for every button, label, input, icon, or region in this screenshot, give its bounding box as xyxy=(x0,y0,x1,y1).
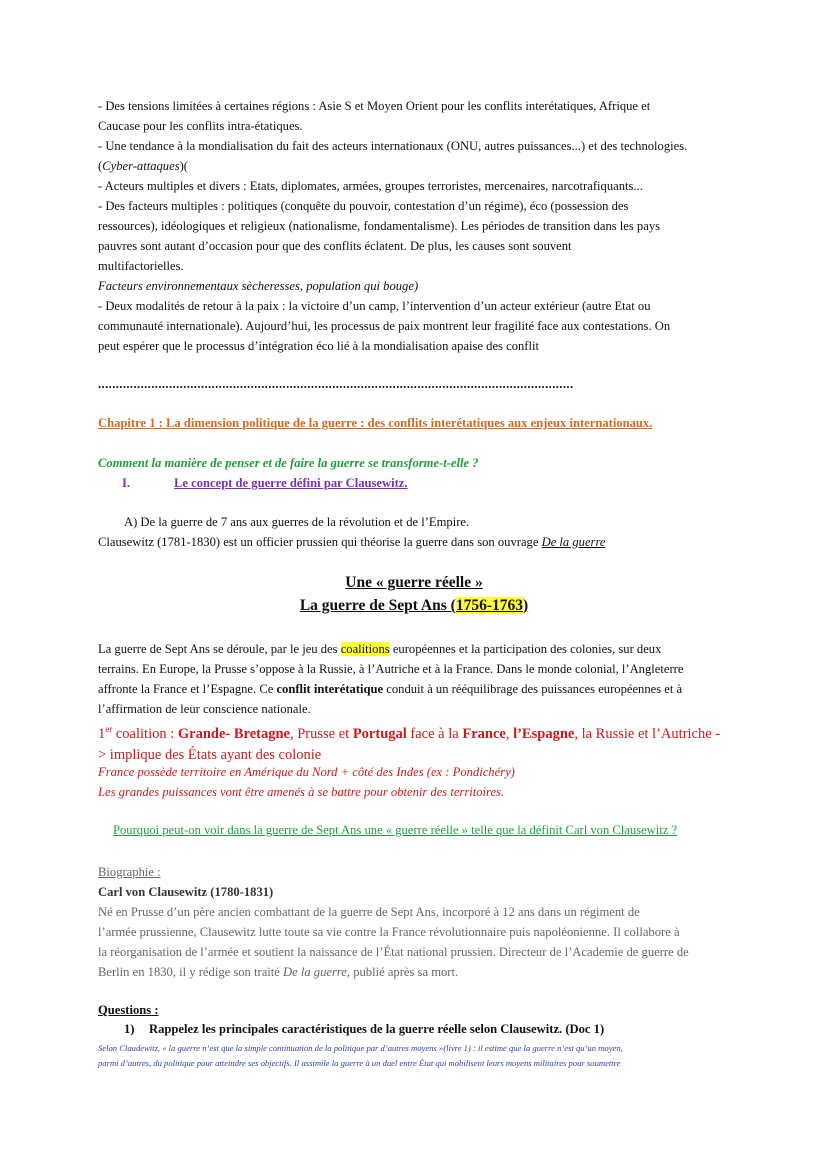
intro-line: - Une tendance à la mondialisation du fait des acteurs internationaux (ONU, autres puissances...) et des technologies. xyxy=(98,139,688,153)
bio-name: Carl von Clausewitz (1780-1831) xyxy=(98,885,274,899)
doc-question: Pourquoi peut-on voir dans la guerre de Sept Ans une « guerre réelle » telle que la définit Carl von Clausewitz ? xyxy=(113,823,678,837)
intro-line: - Deux modalités de retour à la paix : la victoire d’un camp, l’intervention d’un acteur extérieur (autre Etat ou xyxy=(98,299,651,313)
questions-label: Questions : xyxy=(98,1003,159,1017)
coalition-notes-italic: France possède territoire en Amérique du Nord + côté des Indes (ex : Pondichéry) Les grandes puissances vont être amenés à se battre pour obtenir des territoires. xyxy=(98,765,515,799)
intro-line: peut espérer que le processus d’intégration éco lié à la mondialisation apaise des conflit xyxy=(98,339,539,353)
dotted-separator: ...................................................................................................................................... xyxy=(98,377,574,391)
coalition-notes: 1er coalition : Grande- Bretagne, Prusse et Portugal face à la France, l’Espagne, la Russie et l’Autriche - > implique des États ayant des colonie xyxy=(98,724,721,763)
intro-line: - Des facteurs multiples : politiques (conquête du pouvoir, contestation d’un régime), éco (possession des xyxy=(98,199,629,213)
intro-section xyxy=(98,96,738,356)
bio-label: Biographie : xyxy=(98,865,161,879)
doc-title-line1: Une « guerre réelle » xyxy=(345,574,483,591)
answer-1: Selon Claudewitz, « la guerre n’est que la simple continuation de la politique par d’autres moyens »(livre 1) : il estime que la guerre n’est qu’un moyen, parmi d’autres, du politique pour atteindre ses objectifs. Il assimile la guerre à un duel entre État qui mobilisent leurs moyens militaires pour soumettre xyxy=(98,1043,623,1068)
intro-line: Caucase pour les conflits intra-étatiques. xyxy=(98,119,303,133)
doc-title-line2: La guerre de Sept Ans (1756-1763) xyxy=(299,597,529,614)
subsection-a: A) De la guerre de 7 ans aux guerres de la révolution et de l’Empire. xyxy=(124,515,470,529)
intro-line: Facteurs environnementaux sècheresses, population qui bouge) xyxy=(98,279,419,293)
section-number: I. xyxy=(122,476,131,490)
clausewitz-intro: Clausewitz (1781-1830) est un officier prussien qui théorise la guerre dans son ouvrage De la guerre xyxy=(98,535,606,549)
chapter-title: Chapitre 1 : La dimension politique de la guerre : des conflits interétatiques aux enjeux internationaux. xyxy=(98,416,653,430)
book-title: De la guerre xyxy=(541,535,606,549)
intro-line: multifactorielles. xyxy=(98,259,184,273)
intro-line: communauté internationale). Aujourd’hui, les processus de paix montrent leur fragilité face aux contestations. On xyxy=(98,319,671,333)
intro-line: - Acteurs multiples et divers : Etats, diplomates, armées, groupes terroristes, mercenaires, narcotrafiquants... xyxy=(98,179,643,193)
biography: Biographie : Carl von Clausewitz (1780-1831) Né en Prusse d’un père ancien combattant de la guerre de Sept Ans, incorporé à 12 ans dans un régiment de l’armée prussienne, Clausewitz lutte toute sa vie contre la France révolutionnaire puis napoléonienne. Il collabore à la réorganisation de l’armée et soutient la naissance de l’État national prussien. Directeur de l’Academie de guerre de Berlin en 1830, il y rédige son traité De la guerre, publié après sa mort. xyxy=(98,862,738,982)
section-title: Le concept de guerre défini par Clausewitz. xyxy=(174,476,408,490)
seven-years-paragraph: La guerre de Sept Ans se déroule, par le jeu des coalitions européennes et la participation des colonies, sur deux terrains. En Europe, la Prusse s’oppose à la Russie, à l’Autriche et à la France. Dans le monde colonial, l’Angleterre affronte la France et l’Espagne. Ce conflit interétatique conduit à un rééquilibrage des puissances européennes et à l’affirmation de leur conscience nationale. xyxy=(98,642,684,716)
chapter-question: Comment la manière de penser et de faire la guerre se transforme-t-elle ? xyxy=(98,456,479,470)
intro-line: ressources), idéologiques et religieux (nationalisme, fondamentalisme). Les périodes de transition dans les pays xyxy=(98,219,661,233)
question-1: 1) Rappelez les principales caractéristiques de la guerre réelle selon Clausewitz. (Doc 1) xyxy=(124,1022,605,1036)
intro-line: pauvres sont autant d’occasion pour que des conflits éclatent. De plus, les causes sont souvent xyxy=(98,239,572,253)
intro-line: - Des tensions limitées à certaines régions : Asie S et Moyen Orient pour les conflits interétatiques, Afrique et xyxy=(98,99,651,113)
intro-line: (Cyber-attaques)( xyxy=(98,159,188,173)
section-heading xyxy=(98,473,738,493)
